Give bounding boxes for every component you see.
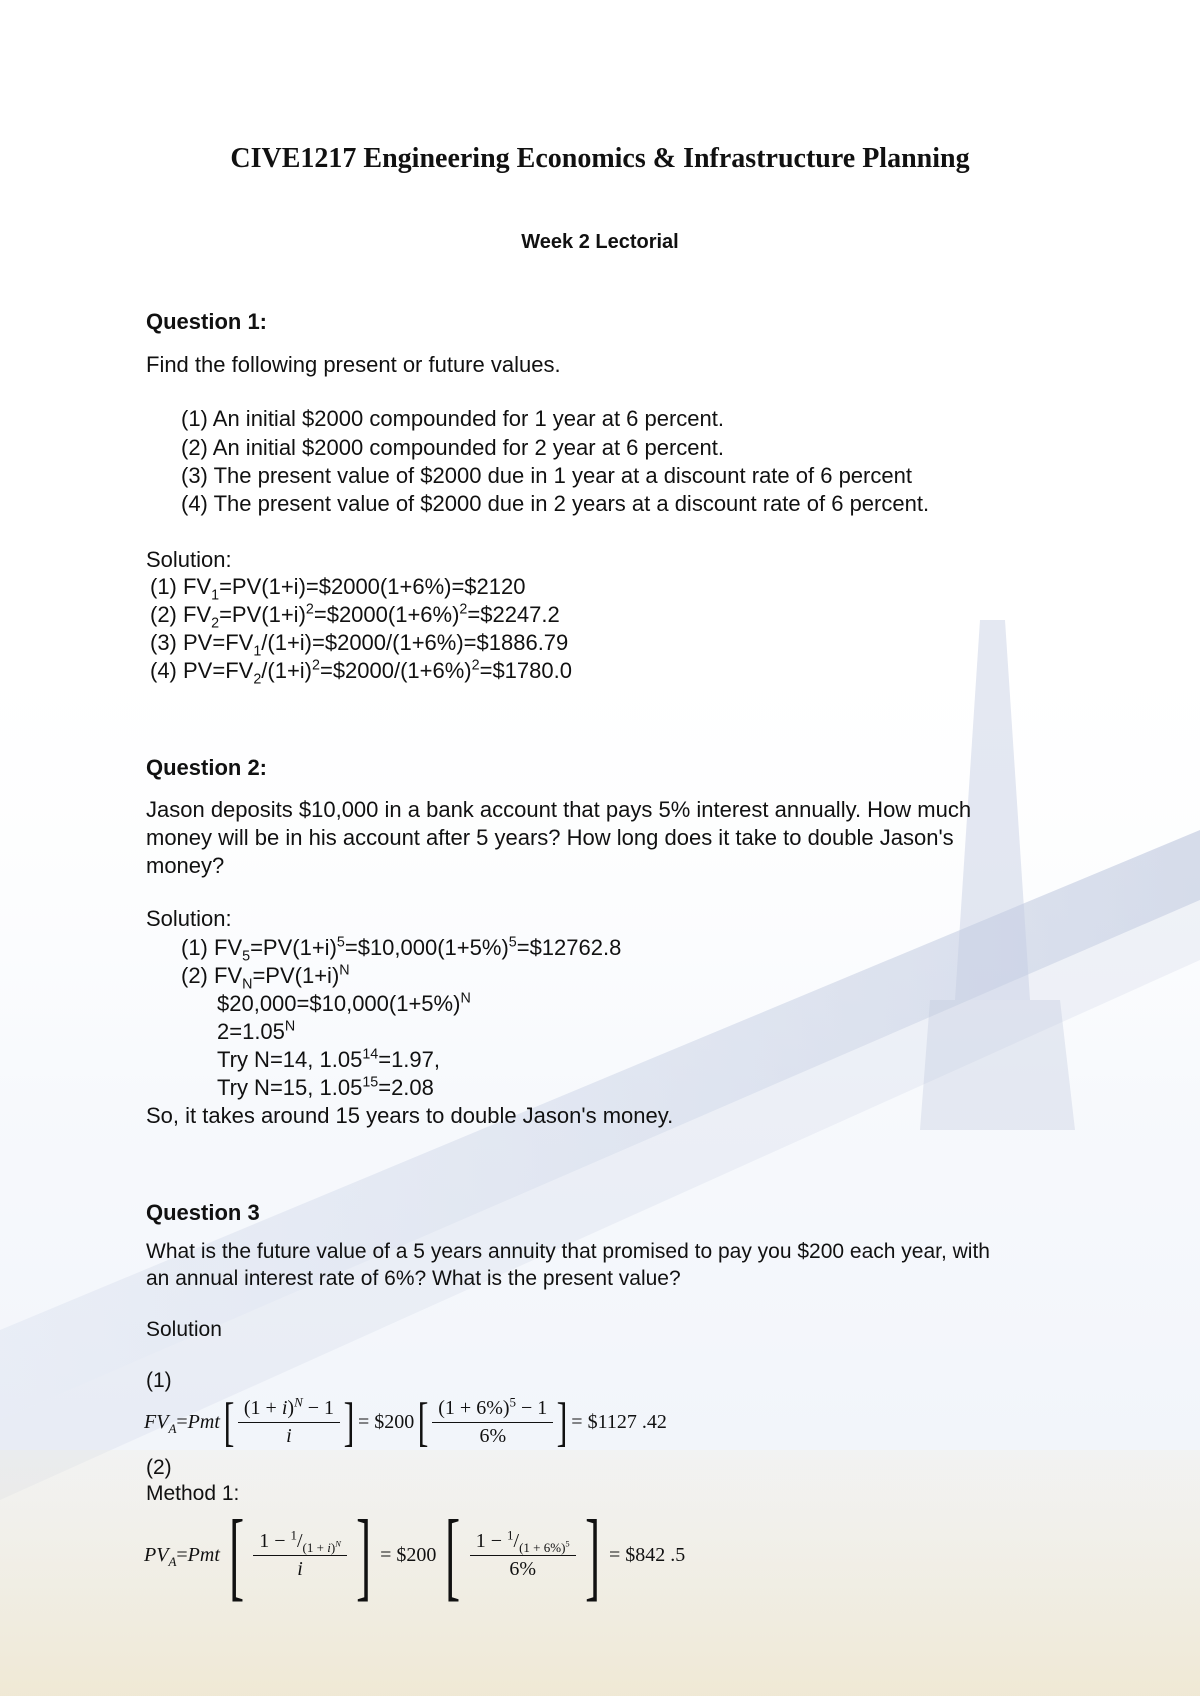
question-2-solution-line: (1) $FV_5=PV(1+i)^5=\$10,000(1+5\%)^5=\$12762.8$ <box>181 934 622 965</box>
question-2-solution-line: Try N=15, $1.05^{15}=2.08$ <box>217 1074 434 1100</box>
question-1-item: (2) An initial $2000 compounded for 2 year at 6 percent. <box>181 435 725 460</box>
question-1-solution-line: (2) $FV_2=PV(1+i)^2=\$2000(1+6\%)^2=\$2247.2$ <box>150 601 560 632</box>
question-1-prompt: Find the following present or future values. <box>146 352 561 377</box>
question-3-part-2-label: (2) <box>146 1456 172 1479</box>
method-1-label: Method 1: <box>146 1482 240 1505</box>
pv-annuity-formula: $PV_A$ = Pmt [ $\frac{1 - ^1/_{(1 + i)^N}}{i}$ ] = $200 [ $\frac{1 - ^1/_{(1 + 6\%)^5}}{6\%}$ ] = $842 .5 <box>144 1499 686 1610</box>
question-1-solution-line: (1) $FV_1=PV(1+i)=\$2000(1+6\%)=\$2120$ <box>150 574 526 604</box>
question-2-solution-line: $\$20,000=\$10,000(1+5\%)^N$ <box>217 990 471 1016</box>
question-2-solution-line: $2=1.05^N$ <box>217 1018 296 1044</box>
document-title: CIVE1217 Engineering Economics & Infrastructure Planning <box>230 143 970 174</box>
question-2-solution-line: Try N=14, $1.05^{14}=1.97$, <box>217 1046 440 1072</box>
question-1-heading: Question 1: <box>146 309 268 334</box>
document-subtitle: Week 2 Lectorial <box>521 231 679 253</box>
question-3-part-1-label: (1) <box>146 1369 172 1392</box>
question-1-item: (4) The present value of $2000 due in 2 years at a discount rate of 6 percent. <box>181 491 930 516</box>
question-2-text: money? <box>146 853 225 878</box>
question-3-text: an annual interest rate of 6%? What is the present value? <box>146 1267 681 1290</box>
question-1-solution-line: (3) $PV=FV_1/(1+i)=\$2000/(1+6\%)=\$1886.79$ <box>150 630 569 660</box>
question-2-solution-label: Solution: <box>146 906 232 931</box>
question-3-heading: Question 3 <box>146 1200 260 1225</box>
question-2-text: money will be in his account after 5 years? How long does it take to double Jason's <box>146 825 954 850</box>
question-3-text: What is the future value of a 5 years annuity that promised to pay you $200 each year, with <box>146 1240 990 1263</box>
question-2-heading: Question 2: <box>146 755 268 780</box>
question-3-solution-label: Solution <box>146 1318 222 1341</box>
question-1-item: (3) The present value of $2000 due in 1 year at a discount rate of 6 percent <box>181 463 912 488</box>
question-1-item: (1) An initial $2000 compounded for 1 year at 6 percent. <box>181 406 725 431</box>
question-1-solution-label: Solution: <box>146 547 232 572</box>
fv-annuity-formula: $FV_A$ = Pmt [ $\frac{(1 + i)^N - 1}{i}$ ] = $200 [ $\frac{(1 + 6\%)^5 - 1}{6\%}$ ] = $1127 .42 <box>144 1392 667 1452</box>
question-1-solution-line: (4) $PV=FV_2/(1+i)^2=\$2000/(1+6\%)^2=\$1780.0$ <box>150 657 572 688</box>
question-2-conclusion: So, it takes around 15 years to double Jason's money. <box>146 1103 674 1128</box>
question-2-solution-line: (2) $FV_N=PV(1+i)^N$ <box>181 962 350 993</box>
question-2-text: Jason deposits $10,000 in a bank account that pays 5% interest annually. How much <box>146 797 972 822</box>
